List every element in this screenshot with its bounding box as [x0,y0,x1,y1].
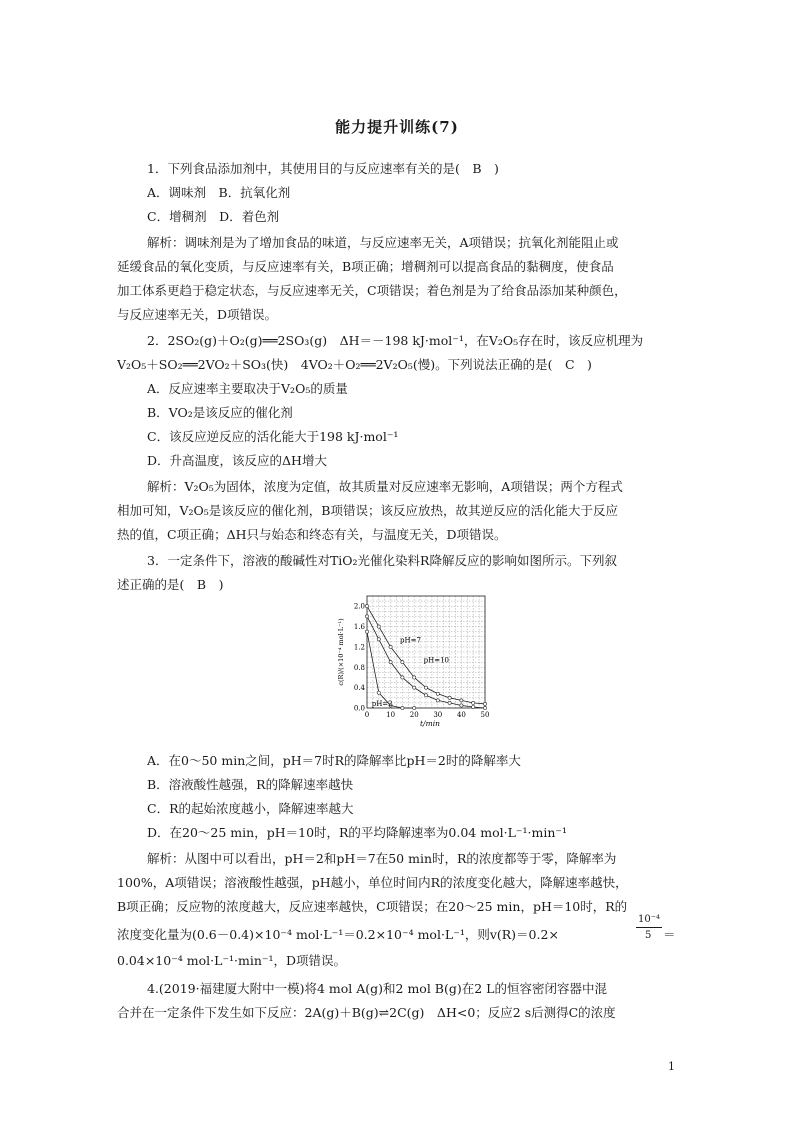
data-point [389,645,392,648]
q3-stem-line: 3．一定条件下，溶液的酸碱性对TiO₂光催化染料R降解反应的影响如图所示。下列叙 [147,553,617,568]
q2-option-d: D．升高温度，该反应的ΔH增大 [147,453,327,468]
page-number: 1 [668,1060,675,1073]
y-tick-label: 1.6 [353,623,365,632]
q2-option-c: C．该反应逆反应的活化能大于198 kJ·mol⁻¹ [147,429,399,444]
fraction-bar [636,927,662,928]
data-point [424,686,427,689]
data-point [483,706,486,709]
fraction-equals: ＝ [663,927,676,942]
data-point [436,692,439,695]
data-point [377,638,380,641]
data-point [377,691,380,694]
q1-analysis-line: 与反应速率无关，D项错误。 [117,307,278,322]
x-tick-label: 50 [480,711,490,719]
x-tick-label: 10 [386,711,396,719]
series-label: pH=10 [423,656,449,665]
series-label: pH=7 [400,636,421,645]
x-tick-label: 40 [456,711,466,719]
data-point [365,615,368,618]
fraction-denominator: 5 [645,930,652,941]
data-point [448,696,451,699]
q3-analysis-line: 0.04×10⁻⁴ mol·L⁻¹·min⁻¹，D项错误。 [117,953,347,968]
data-point [460,699,463,702]
data-point [472,701,475,704]
data-point [365,605,368,608]
q2-stem-line: V₂O₅＋SO₂══2VO₂＋SO₃(快) 4VO₂＋O₂══2V₂O₅(慢)。下列说法正确的是( C ) [117,357,592,372]
x-tick-label: 20 [409,711,419,719]
data-point [377,625,380,628]
q4-line: 合并在一定条件下发生如下反应：2A(g)＋B(g)⇌2C(g) ΔH<0；反应2 s后测得C的浓度 [117,1005,616,1020]
data-point [413,686,416,689]
q3-analysis-line: 浓度变化量为(0.6－0.4)×10⁻⁴ mol·L⁻¹＝0.2×10⁻⁴ mol·L⁻¹，则v(R)＝0.2× [117,927,559,942]
q3-analysis-line: B项正确；反应物的浓度越大，反应速率越快，C项错误；在20～25 min，pH＝10时，R的 [117,899,628,914]
data-point [448,701,451,704]
data-point [460,704,463,707]
q2-option-b: B．VO₂是该反应的催化剂 [147,405,293,420]
y-tick-label: 1.2 [353,643,365,652]
x-axis-label: t/min [420,719,440,728]
q3-option-b: B．溶液酸性越强，R的降解速率越快 [147,777,354,792]
data-point [436,699,439,702]
x-tick-label: 30 [433,711,443,719]
page-title: 能力提升训练(7) [335,118,459,136]
data-point [472,705,475,708]
data-point [424,694,427,697]
q1-analysis-line: 延缓食品的氧化变质，与反应速率有关，B项正确；增稠剂可以提高食品的黏稠度，使食品 [117,259,614,274]
degradation-chart [335,590,495,740]
q2-analysis-line: 相加可知，V₂O₅是该反应的催化剂，B项错误；该反应放热，故其逆反应的活化能大于反应 [117,503,618,518]
q3-analysis-line: 解析：从图中可以看出，pH＝2和pH＝7在50 min时，R的浓度都等于零，降解率为 [147,851,617,866]
q1-options-ab: A．调味剂 B．抗氧化剂 [147,185,291,200]
q3-option-d: D．在20～25 min，pH＝10时，R的平均降解速率为0.04 mol·L⁻¹·min⁻¹ [147,825,567,840]
y-tick-label: 0.4 [353,684,365,693]
y-axis-label: c(R)/(×10⁻⁴ mol·L⁻¹) [337,618,345,686]
series-label: pH=2 [371,700,393,708]
y-tick-label: 2.0 [353,602,365,611]
q3-stem-line: 述正确的是( B ) [117,577,224,592]
fraction-numerator: 10⁻⁴ [638,914,661,925]
y-tick-label: 0.8 [353,663,365,672]
data-point [365,630,368,633]
q3-analysis-line: 100%，A项错误；溶液酸性越强，pH越小，单位时间内R的浓度变化越大，降解速率越快， [117,875,628,890]
q2-stem-line: 2．2SO₂(g)＋O₂(g)══2SO₃(g) ΔH＝－198 kJ·mol⁻¹，在V₂O₅存在时，该反应机理为 [147,333,644,348]
q3-option-c: C．R的起始浓度越小，降解速率越大 [147,801,354,816]
q2-option-a: A．反应速率主要取决于V₂O₅的质量 [147,381,348,396]
q1-stem: 1．下列食品添加剂中，其使用目的与反应速率有关的是( B ) [147,161,499,176]
data-point [483,702,486,705]
q2-analysis-line: 热的值，C项正确；ΔH只与始态和终态有关，与温度无关，D项错误。 [117,527,507,542]
q3-option-a: A．在0～50 min之间，pH＝7时R的降解率比pH＝2时的降解率大 [147,753,521,768]
data-point [413,706,416,709]
q1-options-cd: C．增稠剂 D．着色剂 [147,209,280,224]
q1-analysis-line: 加工体系更趋于稳定状态，与反应速率无关，C项错误；着色剂是为了给食品添加某种颜色， [117,283,627,298]
q1-analysis-line: 解析：调味剂是为了增加食品的味道，与反应速率无关，A项错误；抗氧化剂能阻止或 [147,235,619,250]
q4-line: 4.(2019·福建厦大附中一模)将4 mol A(g)和2 mol B(g)在2 L的恒容密闭容器中混 [147,981,607,996]
data-point [401,706,404,709]
q2-analysis-line: 解析：V₂O₅为固体，浓度为定值，故其质量对反应速率无影响，A项错误；两个方程式 [147,479,623,494]
data-point [401,661,404,664]
data-point [401,676,404,679]
chart-svg [335,590,495,740]
y-tick-label: 0.0 [353,704,365,713]
data-point [413,676,416,679]
x-tick-label: 0 [364,711,370,719]
data-point [389,661,392,664]
